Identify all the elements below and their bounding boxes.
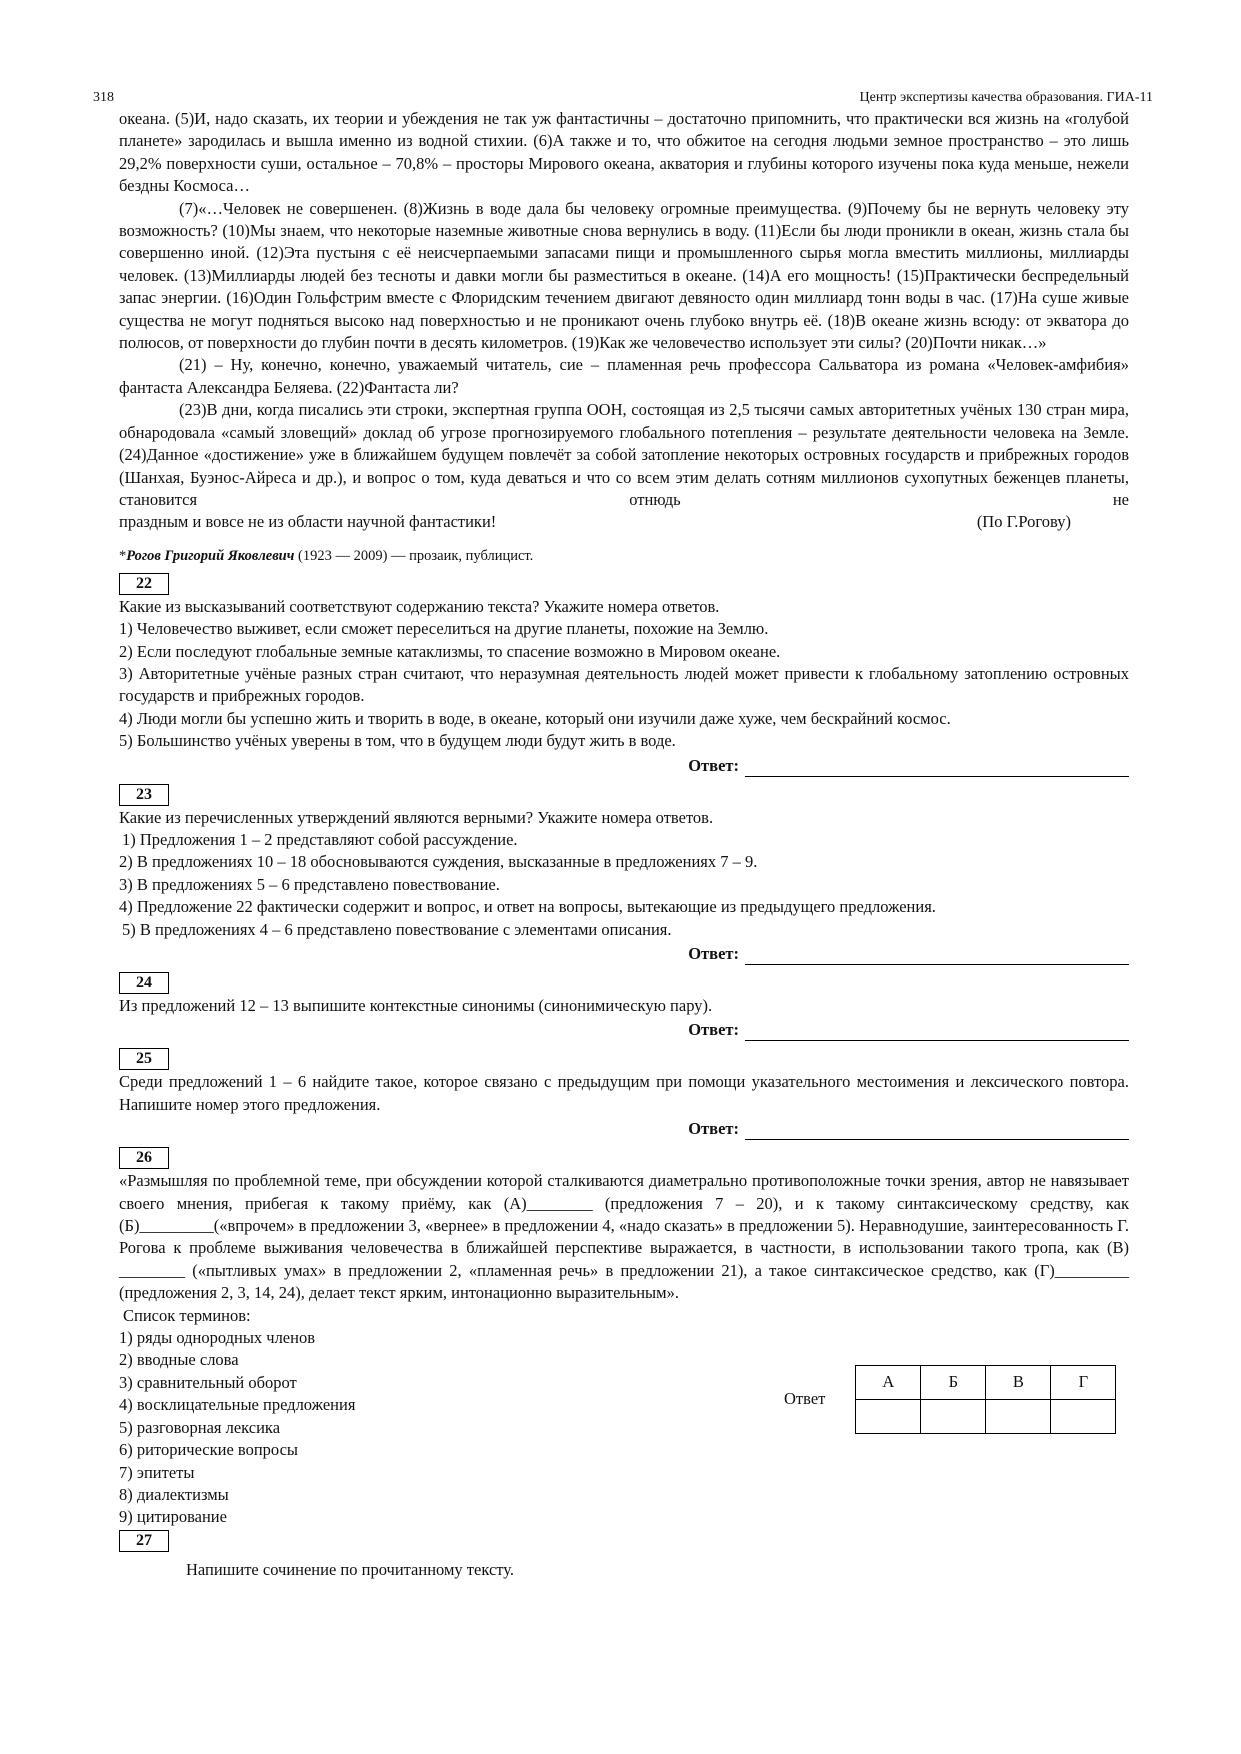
task-option: 4) Люди могли бы успешно жить и творить в воде, в океане, который они изучили даже хуже, чем бескрайний космос.	[119, 708, 951, 728]
essay-instruction: Напишите сочинение по прочитанному тексту.	[186, 1559, 514, 1579]
task-number: 23	[119, 784, 169, 806]
term-item: 4) восклицательные предложения	[119, 1395, 356, 1415]
answer-table-block	[784, 1365, 1116, 1434]
task-number: 24	[119, 972, 169, 994]
page-content	[119, 108, 1129, 1597]
answer-field-25[interactable]	[745, 1120, 1129, 1140]
answer-field-23[interactable]	[745, 945, 1129, 965]
answer-table-header: А	[856, 1365, 921, 1399]
task-option: 2) Если последуют глобальные земные катаклизмы, то спасение возможно в Мировом океане.	[119, 641, 781, 661]
task-number: 26	[119, 1147, 169, 1169]
term-item: 9) цитирование	[119, 1507, 227, 1527]
task-22	[119, 569, 1129, 777]
task-option: 5) Большинство учёных уверены в том, что в будущем люди будут жить в воде.	[119, 731, 676, 751]
task-option: 1) Предложения 1 – 2 представляют собой рассуждение.	[122, 829, 518, 849]
terms-section	[119, 1305, 1129, 1529]
task-27	[119, 1529, 1129, 1581]
task-number: 27	[119, 1530, 169, 1552]
answer-field-24[interactable]	[745, 1021, 1129, 1041]
text-paragraph-1: океана. (5)И, надо сказать, их теории и убеждения не так уж фантастичны – достаточно припомнить, что практически вся жизнь на «голубой планете» зародилась и вышла именно из водной стихии. (6)А также и то, что обжитое на сегодня людьми земное пространство – это лишь 29,2% поверхности суши, остальное – 70,8% – просторы Мирового океана, акватория и глубины которого изучены пока куда меньше, нежели бездны Космоса…	[119, 109, 1129, 196]
answer-label: Ответ:	[688, 1020, 739, 1040]
text-paragraph-4: (23)В дни, когда писались эти строки, экспертная группа ООН, состоящая из 2,5 тысячи самых авторитетных учёных 130 стран мира, обнародовала «самый зловещий» доклад об угрозе прогнозируемого глобального потепления – результате деятельности человека на Земле. (24)Данное «достижение» уже в ближайшем будущем повлечёт за собой затопление некоторых островных государств и прибрежных городов (Шанхая, Буэнос-Айреса и др.), и вопрос о том, куда деваться и что со всем этим делать сотням миллионов сухопутных беженцев планеты, становится отнюдь не	[119, 400, 1129, 509]
answer-cell-a[interactable]	[856, 1399, 921, 1433]
answer-row	[119, 1116, 1129, 1140]
term-item: 6) риторические вопросы	[119, 1440, 299, 1460]
task-24	[119, 968, 1129, 1041]
terms-title: Список терминов:	[123, 1305, 251, 1325]
task-option: 2) В предложениях 10 – 18 обосновываются суждения, высказанные в предложениях 7 – 9.	[119, 852, 758, 872]
term-item: 2) вводные слова	[119, 1350, 239, 1370]
author-footnote	[119, 546, 1129, 566]
footnote-author-name: Рогов Григорий Яковлевич	[126, 547, 295, 564]
task-option: 3) В предложениях 5 – 6 представлено повествование.	[119, 874, 500, 894]
page-number: 318	[93, 90, 114, 105]
footnote-star: *	[119, 547, 127, 564]
answer-row	[119, 1017, 1129, 1041]
task-option: 4) Предложение 22 фактически содержит и вопрос, и ответ на вопросы, вытекающие из предыдущего предложения.	[119, 897, 936, 917]
text-paragraph-2: (7)«…Человек не совершенен. (8)Жизнь в воде дала бы человеку огромные преимущества. (9)Почему бы не вернуть человеку эту возможность? (10)Мы знаем, что некоторые наземные животные снова вернулись в воду. (11)Если бы люди проникли в океан, жизнь стала бы совершенно иной. (12)Эта пустыня с её неисчерпаемыми запасами пищи и промышленного сырья могла вместить миллионы, миллиарды человек. (13)Миллиарды людей без тесноты и давки могли бы разместиться в океане. (14)А его мощность! (15)Практически беспредельный запас энергии. (16)Один Гольфстрим вместе с Флоридским течением двигают девяносто один миллиард тонн воды в час. (17)На суше живые существа не могут подняться высоко над поверхностью и не проникают очень глубоко внутрь её. (18)В океане жизнь всюду: от экватора до полюсов, от поверхности до глубин почти в десять километров. (19)Как же человечество использует эти силы? (20)Почти никак…»	[119, 198, 1129, 353]
text-paragraph-3: (21) – Ну, конечно, конечно, уважаемый читатель, сие – пламенная речь профессора Сальватора из романа «Человек-амфибия» фантаста Александра Беляева. (22)Фантаста ли?	[119, 355, 1129, 397]
answer-table	[855, 1365, 1116, 1434]
task-option: 1) Человечество выживет, если сможет переселиться на другие планеты, похожие на Землю.	[119, 619, 769, 639]
task-text: «Размышляя по проблемной теме, при обсуждении которой сталкиваются диаметрально противоположные точки зрения, автор не навязывает своего мнения, прибегая к такому приёму, как (А)________ (предложения 7 – 20), и к такому синтаксическому средству, как (Б)_________(«впрочем» в предложении 3, «вернее» в предложении 4, «надо сказать» в предложении 5). Неравнодушие, заинтересованность Г. Рогова к проблеме выживания человечества в ближайшей перспективе выражается, в частности, в использовании такого тропа, как (В) ________ («пытливых умах» в предложении 2, «пламенная речь» в предложении 21), а такое синтаксическое средство, как (Г)_________ (предложения 2, 3, 14, 24), делает текст ярким, интонационно выразительным».	[119, 1171, 1129, 1303]
answer-table-header: Г	[1051, 1365, 1116, 1399]
text-closing-line	[119, 511, 1071, 533]
page-header-title: Центр экспертизы качества образования. ГИА-11	[859, 90, 1153, 105]
task-option: 3) Авторитетные учёные разных стран считают, что неразумная деятельность людей может привести к глобальному затоплению островных государств и прибрежных городов.	[119, 663, 1129, 706]
text-paragraph-4-last: праздным и вовсе не из области научной фантастики!	[119, 512, 497, 532]
task-question: Какие из перечисленных утверждений являются верными? Укажите номера ответов.	[119, 807, 714, 827]
answer-table-header: Б	[921, 1365, 986, 1399]
answer-row	[119, 753, 1129, 777]
answer-field-22[interactable]	[745, 757, 1129, 777]
task-number: 22	[119, 573, 169, 595]
term-item: 3) сравнительный оборот	[119, 1372, 297, 1392]
answer-cell-g[interactable]	[1051, 1399, 1116, 1433]
author-reference: (По Г.Рогову)	[976, 512, 1071, 532]
task-question: Какие из высказываний соответствуют содержанию текста? Укажите номера ответов.	[119, 596, 720, 616]
footnote-author-info: (1923 — 2009) — прозаик, публицист.	[294, 547, 534, 564]
answer-table-label: Ответ	[784, 1389, 826, 1409]
task-23	[119, 780, 1129, 965]
answer-table-header: В	[986, 1365, 1051, 1399]
page-header	[93, 90, 1153, 110]
term-item: 5) разговорная лексика	[119, 1417, 281, 1437]
term-item: 8) диалектизмы	[119, 1484, 229, 1504]
task-question: Среди предложений 1 – 6 найдите такое, которое связано с предыдущим при помощи указательного местоимения и лексического повтора. Напишите номер этого предложения.	[119, 1072, 1129, 1114]
term-item: 7) эпитеты	[119, 1462, 195, 1482]
task-number: 25	[119, 1048, 169, 1070]
answer-cell-v[interactable]	[986, 1399, 1051, 1433]
answer-label: Ответ:	[688, 944, 739, 963]
answer-row	[119, 941, 1129, 965]
answer-label: Ответ:	[688, 1119, 739, 1139]
answer-cell-b[interactable]	[921, 1399, 986, 1433]
task-25	[119, 1044, 1129, 1140]
task-option: 5) В предложениях 4 – 6 представлено повествование с элементами описания.	[122, 919, 672, 939]
term-item: 1) ряды однородных членов	[119, 1328, 316, 1348]
task-26	[119, 1143, 1129, 1529]
answer-label: Ответ:	[688, 755, 739, 775]
task-question: Из предложений 12 – 13 выпишите контекстные синонимы (синонимическую пару).	[119, 996, 713, 1015]
